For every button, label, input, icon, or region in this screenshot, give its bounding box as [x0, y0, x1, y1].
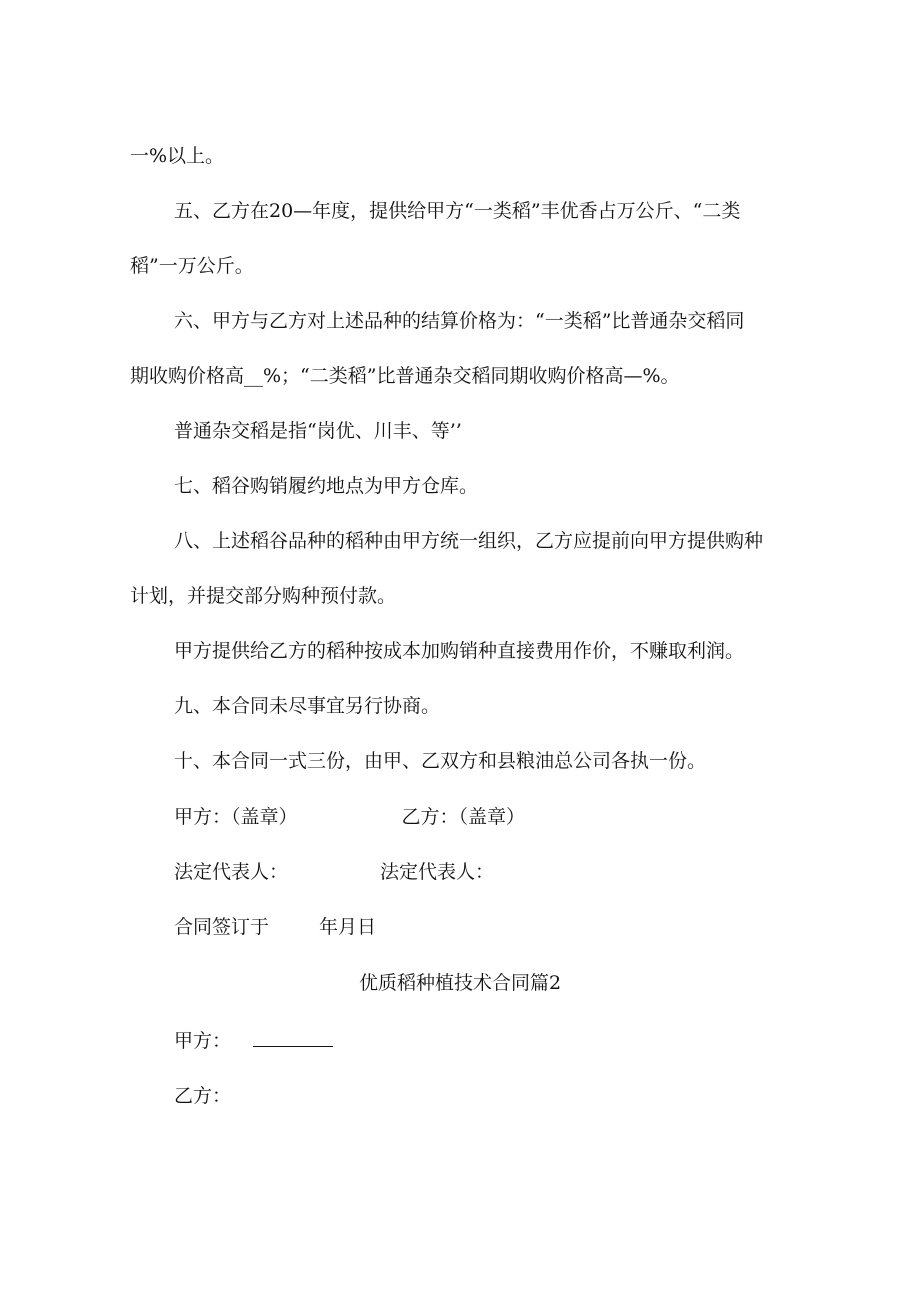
paragraph-line-11: 九、本合同未尽事宜另行协商。 — [174, 695, 441, 717]
paragraph-line-9: 计划，并提交部分购种预付款。 — [130, 585, 397, 607]
section2-party-a-label: 甲方： — [174, 1030, 232, 1052]
seal-row — [174, 803, 920, 831]
date-label: 年月日 — [319, 916, 377, 938]
party-a-blank-line — [253, 1028, 333, 1047]
paragraph-line-2: 五、乙方在20—年度，提供给甲方“一类稻”丰优香占万公斤、“二类 — [174, 200, 741, 222]
paragraph-line-8: 八、上述稻谷品种的稻种由甲方统一组织，乙方应提前向甲方提供购种 — [174, 530, 764, 552]
representative-row — [174, 858, 920, 886]
paragraph-line-1: 一%以上。 — [130, 145, 225, 167]
section2-party-b-label: 乙方： — [174, 1085, 232, 1107]
paragraph-line-6: 普通杂交稻是指“岗优、川丰、等’’ — [174, 420, 462, 442]
signing-date-row — [174, 913, 920, 941]
section2-party-a-row — [174, 1027, 920, 1055]
signed-on-label: 合同签订于 — [174, 916, 270, 938]
party-b-seal-label: 乙方：（盖章） — [401, 806, 526, 828]
party-b-representative-label: 法定代表人： — [380, 861, 495, 883]
paragraph-line-4: 六、甲方与乙方对上述品种的结算价格为：“一类稻”比普通杂交稻同 — [174, 310, 745, 332]
paragraph-line-7: 七、稻谷购销履约地点为甲方仓库。 — [174, 475, 479, 497]
party-a-seal-label: 甲方：（盖章） — [174, 806, 298, 828]
section-title: 优质稻种植技术合同篇2 — [358, 972, 562, 994]
paragraph-line-5: 期收购价格高__%；“二类稻”比普通杂交稻同期收购价格高—%。 — [130, 365, 680, 387]
paragraph-line-12: 十、本合同一式三份，由甲、乙双方和县粮油总公司各执一份。 — [174, 750, 707, 772]
party-a-representative-label: 法定代表人： — [174, 861, 289, 883]
paragraph-line-3: 稻”一万公斤。 — [130, 255, 254, 277]
paragraph-line-10: 甲方提供给乙方的稻种按成本加购销种直接费用作价，不赚取利润。 — [174, 640, 745, 662]
